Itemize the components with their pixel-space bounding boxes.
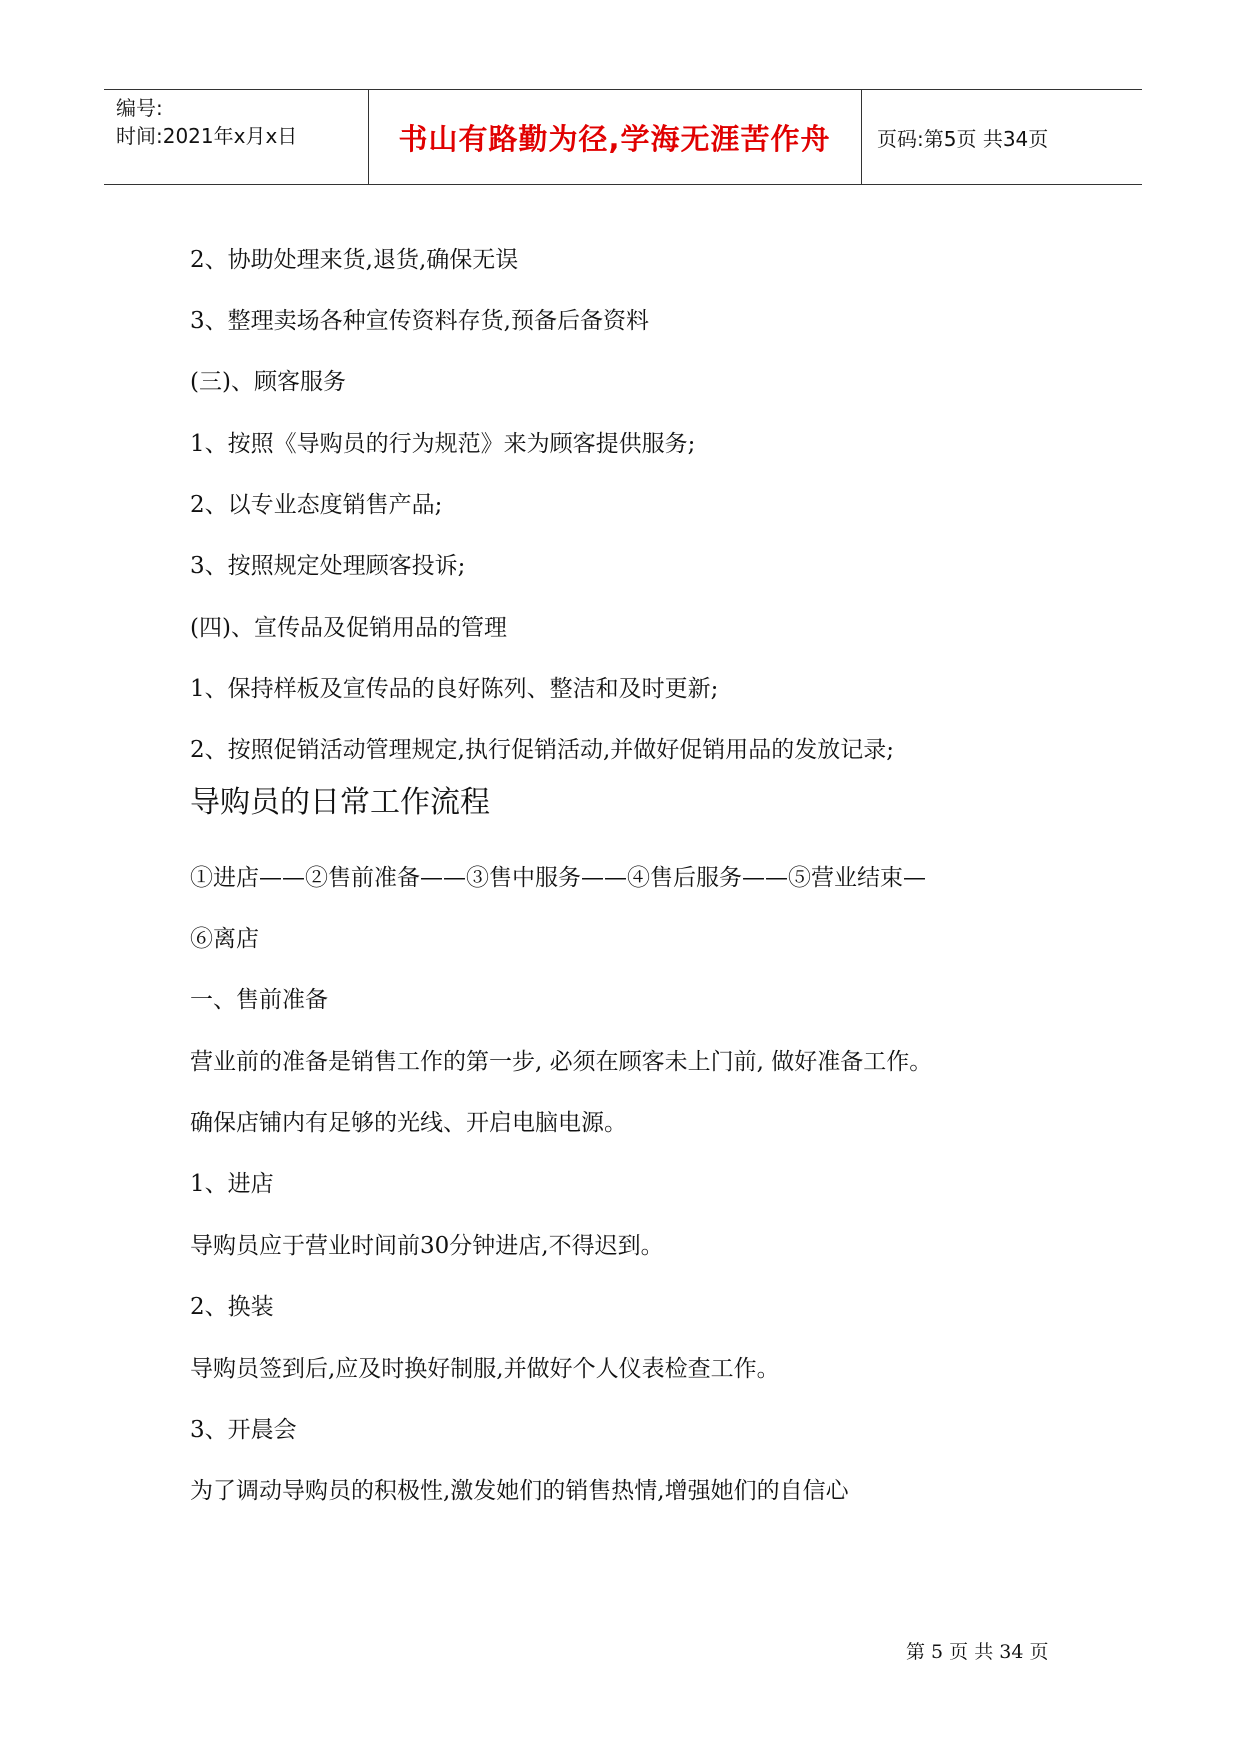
subsection-title: 一、售前准备 <box>190 987 328 1013</box>
subsection-title: (三)、顾客服务 <box>190 369 346 395</box>
subsection-title: (四)、宣传品及促销用品的管理 <box>190 615 507 641</box>
time-label: 时间:2021年x月x日 <box>116 124 298 148</box>
text-line: 为了调动导购员的积极性,激发她们的销售热情,增强她们的自信心 <box>190 1478 849 1504</box>
text-line: 2、按照促销活动管理规定,执行促销活动,并做好促销用品的发放记录; <box>190 737 895 763</box>
text-line: 3、按照规定处理顾客投诉; <box>190 553 466 579</box>
header-page-code: 页码:第5页 共34页 <box>877 126 1049 151</box>
header-meta <box>104 90 369 184</box>
text-line: 1、进店 <box>190 1171 274 1197</box>
header-motto: 书山有路勤为径,学海无涯苦作舟 <box>368 90 862 184</box>
section-title: 导购员的日常工作流程 <box>190 785 490 820</box>
page-header <box>104 89 1142 185</box>
flow-line: ①进店——②售前准备——③售中服务——④售后服务——⑤营业结束— <box>190 865 926 891</box>
text-line: 导购员签到后,应及时换好制服,并做好个人仪表检查工作。 <box>190 1356 780 1382</box>
text-line: 2、以专业态度销售产品; <box>190 492 443 518</box>
text-line: 营业前的准备是销售工作的第一步, 必须在顾客未上门前, 做好准备工作。 <box>190 1049 933 1075</box>
text-line: 1、保持样板及宣传品的良好陈列、整洁和及时更新; <box>190 676 719 702</box>
text-line: 1、按照《导购员的行为规范》来为顾客提供服务; <box>190 431 696 457</box>
flow-line: ⑥离店 <box>190 926 259 952</box>
text-line: 3、开晨会 <box>190 1417 297 1443</box>
number-label: 编号: <box>116 96 163 120</box>
page-footer: 第 5 页 共 34 页 <box>906 1641 1049 1663</box>
text-line: 2、换装 <box>190 1294 274 1320</box>
text-line: 导购员应于营业时间前30分钟进店,不得迟到。 <box>190 1233 664 1259</box>
text-line: 2、协助处理来货,退货,确保无误 <box>190 247 519 273</box>
text-line: 确保店铺内有足够的光线、开启电脑电源。 <box>190 1110 627 1136</box>
text-line: 3、整理卖场各种宣传资料存货,预备后备资料 <box>190 308 649 334</box>
